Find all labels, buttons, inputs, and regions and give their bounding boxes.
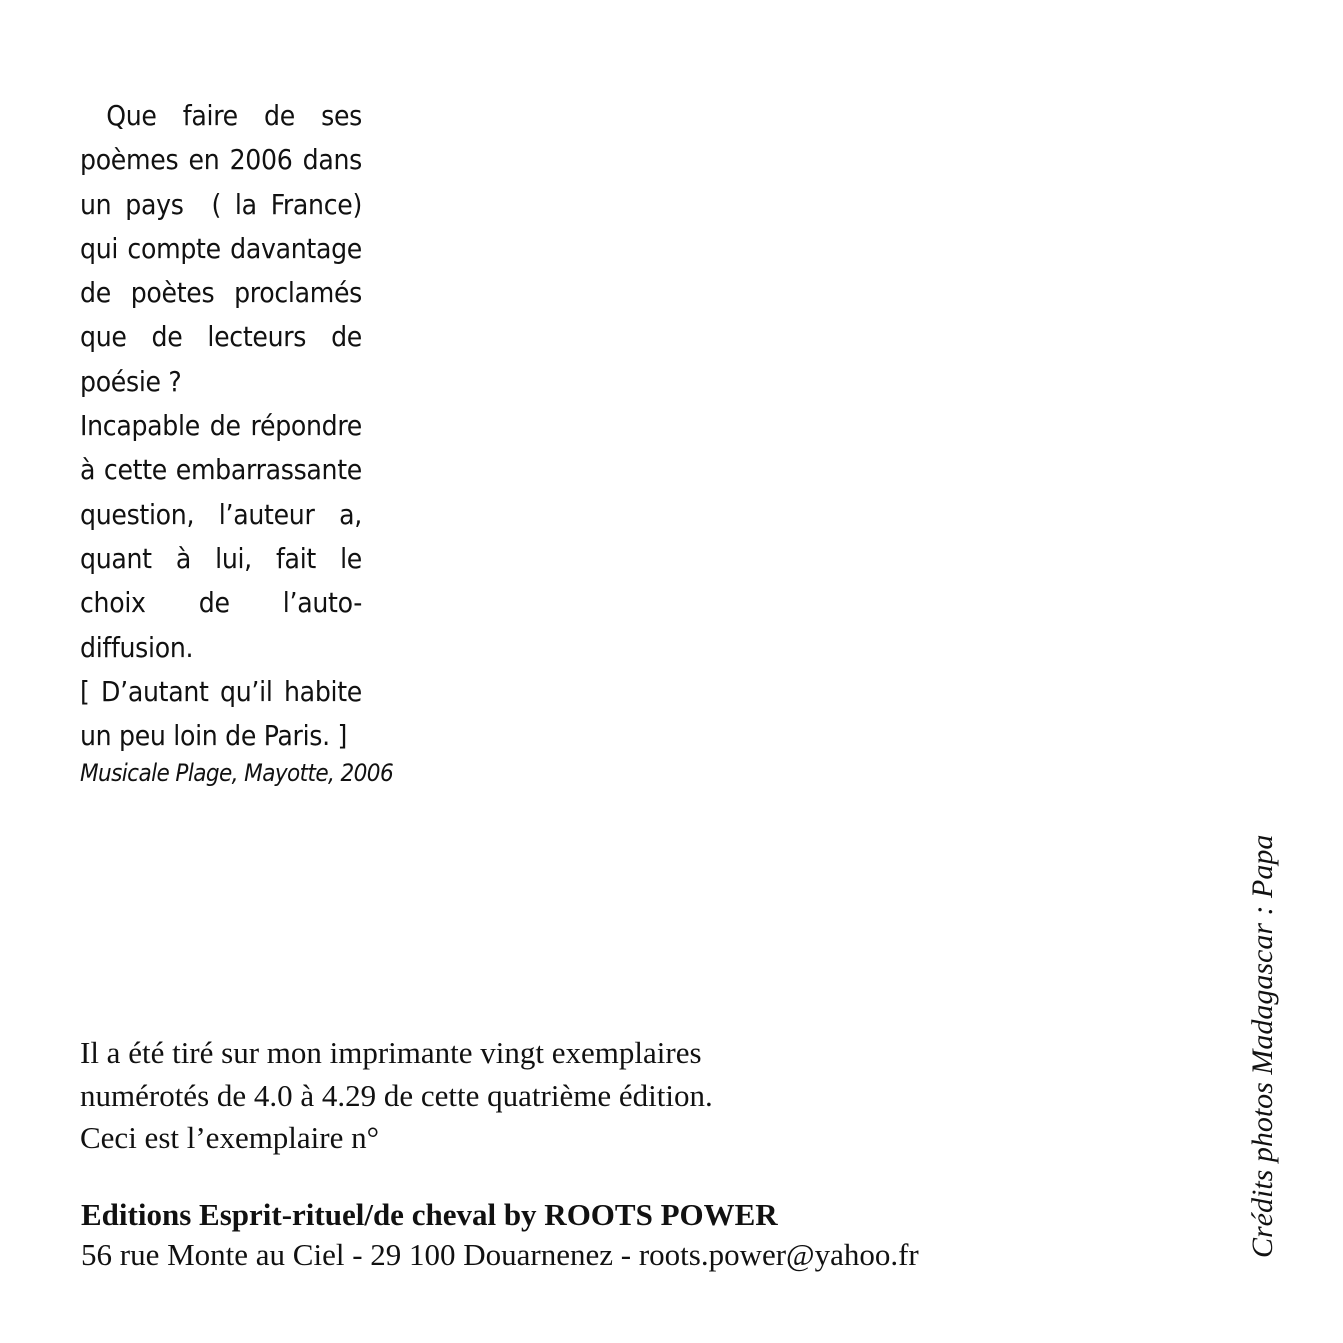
publisher-block — [81, 1195, 919, 1275]
poem-paragraph: Incapable de répondre à cette embarrassante question, l’auteur a, quant à lui, fait le choix de l’auto-diffusion. — [80, 409, 362, 664]
poem-paragraph: Que faire de ses poèmes en 2006 dans un pays ( la France) qui compte davantage de poètes proclamés que de lecteurs de poésie ? — [80, 99, 362, 398]
place-date-signature: Musicale Plage, Mayotte, 2006 — [80, 759, 394, 787]
print-run-line: Il a été tiré sur mon imprimante vingt exemplaires — [80, 1035, 702, 1070]
publisher-address: 56 rue Monte au Ciel - 29 100 Douarnenez - roots.power@yahoo.fr — [81, 1237, 919, 1272]
photo-credits: Crédits photos Madagascar : Papa — [1246, 834, 1279, 1258]
publisher-name: Editions Esprit-rituel/de cheval by ROOTS POWER — [81, 1197, 778, 1232]
copy-number-line: Ceci est l’exemplaire n° — [80, 1120, 380, 1155]
poem-paragraph: [ D’autant qu’il habite un peu loin de Paris. ] — [80, 674, 362, 753]
print-run-notice — [80, 1032, 713, 1160]
poem-text-block — [80, 94, 362, 758]
print-run-line: numérotés de 4.0 à 4.29 de cette quatrième édition. — [80, 1077, 713, 1113]
